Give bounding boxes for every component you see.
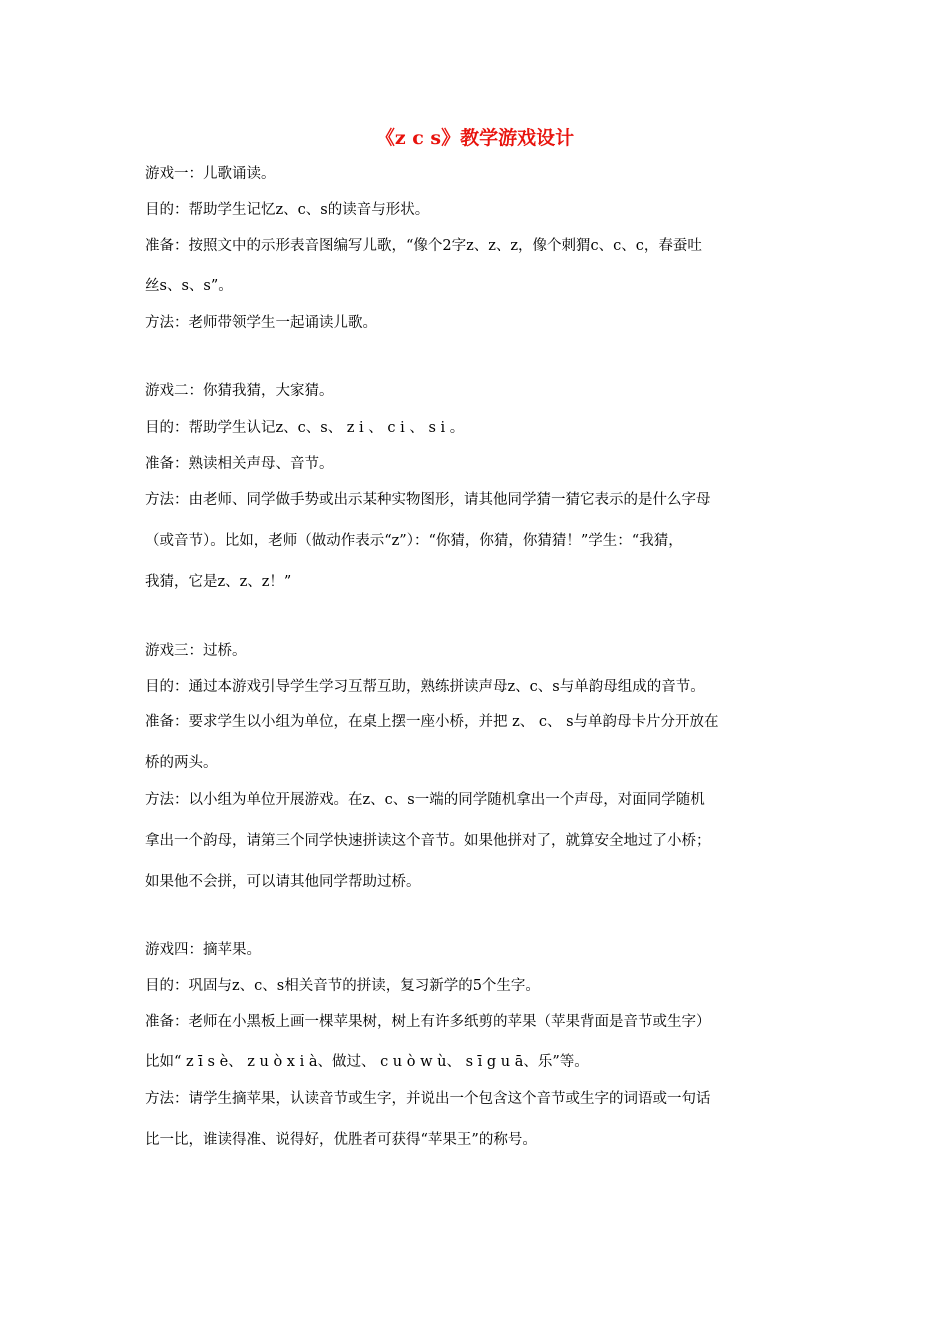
- game-2-heading: 游戏二：你猜我猜，大家猜。: [145, 383, 334, 399]
- game-4-preparation: 准备：老师在小黑板上画一棵苹果树，树上有许多纸剪的苹果（苹果背面是音节或生字）: [145, 1014, 711, 1030]
- game-3-method-cont-1: 拿出一个韵母，请第三个同学快速拼读这个音节。如果他拼对了，就算安全地过了小桥；: [145, 833, 711, 849]
- game-1-purpose: 目的：帮助学生记忆z、c、s的读音与形状。: [145, 202, 430, 218]
- game-2-preparation: 准备：熟读相关声母、音节。: [145, 456, 334, 472]
- game-4-heading: 游戏四：摘苹果。: [145, 942, 261, 958]
- game-2-method-cont-1: （或音节）。比如，老师（做动作表示“z”）：“你猜，你猜，你猜猜！”学生：“我猜，: [145, 533, 683, 549]
- game-4-preparation-cont: 比如“ z ī s è、 z u ò x i à、做过、 c u ò w ù、 s ī g u ā、乐”等。: [145, 1054, 589, 1070]
- game-3-heading: 游戏三：过桥。: [145, 643, 247, 659]
- game-4-method: 方法：请学生摘苹果，认读音节或生字，并说出一个包含这个音节或生字的词语或一句话: [145, 1091, 711, 1107]
- game-3-preparation: 准备：要求学生以小组为单位，在桌上摆一座小桥，并把 z、 c、 s与单韵母卡片分开放在: [145, 714, 719, 730]
- game-3-method: 方法：以小组为单位开展游戏。在z、c、s一端的同学随机拿出一个声母，对面同学随机: [145, 792, 705, 808]
- game-2-purpose: 目的：帮助学生认记z、c、s、 z i 、 c i 、 s i 。: [145, 420, 465, 436]
- game-3-preparation-cont: 桥的两头。: [145, 755, 218, 771]
- game-4-method-cont: 比一比，谁读得准、说得好，优胜者可获得“苹果王”的称号。: [145, 1132, 537, 1148]
- game-2-method-cont-2: 我猜，它是z、z、z！”: [145, 574, 292, 590]
- game-4-purpose: 目的：巩固与z、c、s相关音节的拼读，复习新学的5个生字。: [145, 978, 540, 994]
- game-1-preparation: 准备：按照文中的示形表音图编写儿歌，“像个2字z、z、z，像个刺猬c、c、c，春蚕吐: [145, 238, 702, 254]
- game-1-heading: 游戏一：儿歌诵读。: [145, 166, 276, 182]
- game-3-purpose: 目的：通过本游戏引导学生学习互帮互助，熟练拼读声母z、c、s与单韵母组成的音节。: [145, 679, 705, 695]
- game-1-method: 方法：老师带领学生一起诵读儿歌。: [145, 315, 377, 331]
- game-3-method-cont-2: 如果他不会拼，可以请其他同学帮助过桥。: [145, 874, 421, 890]
- document-title: 《z c s》教学游戏设计: [375, 127, 575, 149]
- game-2-method: 方法：由老师、同学做手势或出示某种实物图形，请其他同学猜一猜它表示的是什么字母: [145, 492, 711, 508]
- game-1-preparation-cont: 丝s、s、s”。: [145, 278, 233, 294]
